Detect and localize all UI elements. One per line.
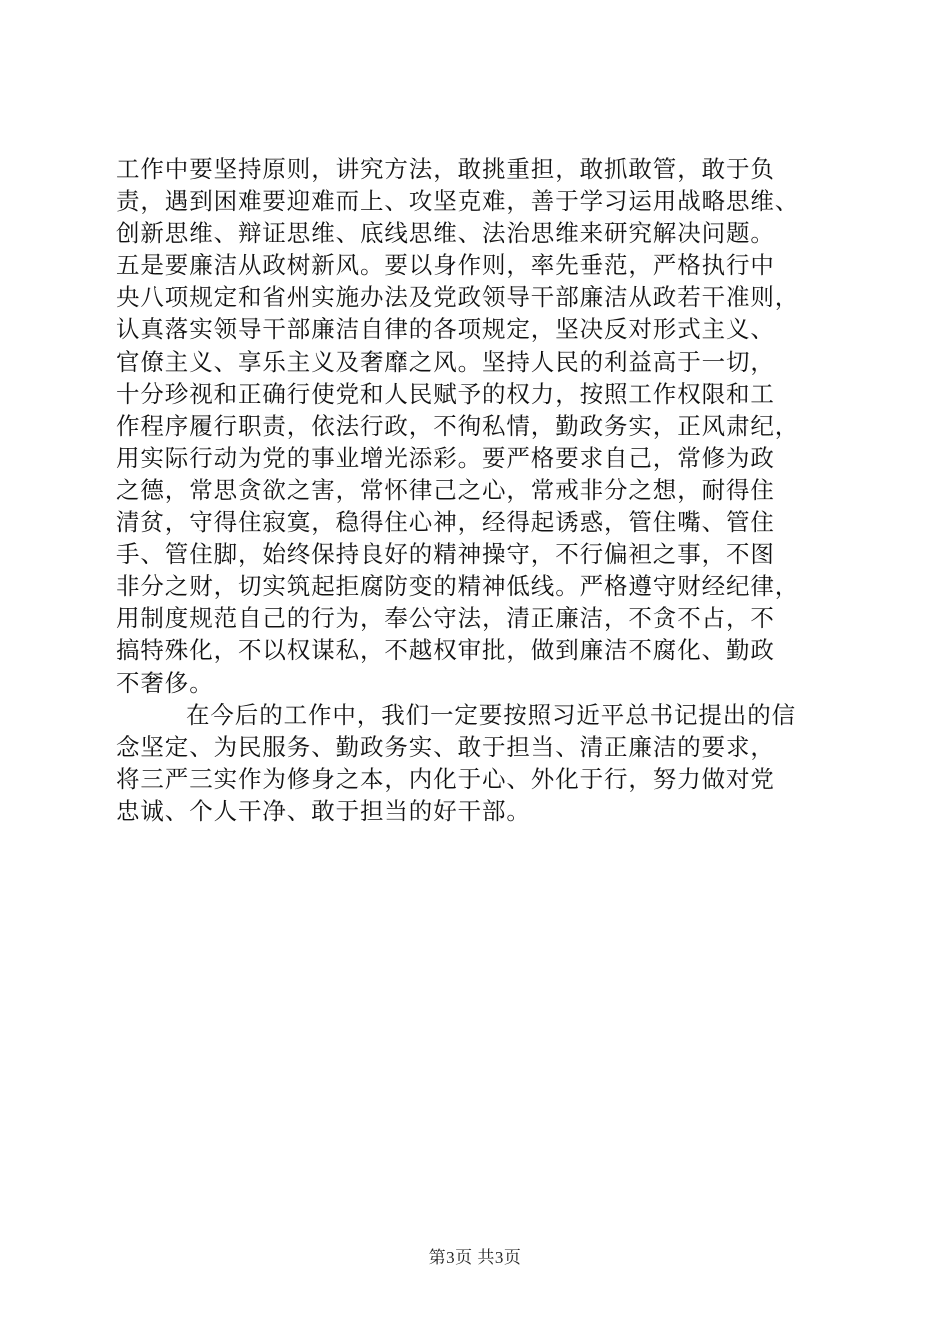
text-line: 清贫，守得住寂寞，稳得住心神，经得起诱惑，管住嘴、管住 (116, 508, 775, 537)
text-line: 用实际行动为党的事业增光添彩。要严格要求自己，常修为政 (116, 443, 775, 472)
text-line: 五是要廉洁从政树新风。要以身作则，率先垂范，严格执行中 (116, 251, 775, 280)
text-line: 将三严三实作为修身之本，内化于心、外化于行，努力做对党 (116, 764, 775, 793)
body-text (116, 153, 850, 827)
paragraph (116, 699, 850, 827)
text-line: 手、管住脚，始终保持良好的精神操守，不行偏袒之事，不图 (116, 540, 775, 569)
text-line: 非分之财，切实筑起拒腐防变的精神低线。严格遵守财经纪律， (116, 572, 800, 601)
text-line: 十分珍视和正确行使党和人民赋予的权力，按照工作权限和工 (116, 379, 775, 408)
paragraph (116, 153, 850, 249)
text-line: 不奢侈。 (116, 668, 214, 697)
text-line: 央八项规定和省州实施办法及党政领导干部廉洁从政若干准则， (116, 283, 800, 312)
text-line: 念坚定、为民服务、勤政务实、敢于担当、清正廉洁的要求， (116, 732, 775, 761)
text-line: 认真落实领导干部廉洁自律的各项规定，坚决反对形式主义、 (116, 315, 775, 344)
text-line: 作程序履行职责，依法行政，不徇私情，勤政务实，正风肃纪， (116, 411, 800, 440)
text-line: 搞特殊化，不以权谋私，不越权审批，做到廉洁不腐化、勤政 (116, 636, 775, 665)
text-line: 官僚主义、享乐主义及奢靡之风。坚持人民的利益高于一切， (116, 347, 775, 376)
text-line: 创新思维、辩证思维、底线思维、法治思维来研究解决问题。 (116, 219, 775, 248)
text-line: 责，遇到困难要迎难而上、攻坚克难，善于学习运用战略思维、 (116, 187, 800, 216)
text-line: 忠诚、个人干净、敢于担当的好干部。 (116, 796, 531, 825)
paragraph (116, 249, 850, 698)
page-footer: 第3页 共3页 (428, 1248, 522, 1267)
text-line: 之德，常思贪欲之害，常怀律己之心，常戒非分之想，耐得住 (116, 475, 775, 504)
text-line: 用制度规范自己的行为，奉公守法，清正廉洁，不贪不占，不 (116, 604, 775, 633)
text-line: 工作中要坚持原则，讲究方法，敢挑重担，敢抓敢管，敢于负 (116, 155, 775, 183)
text-line: 在今后的工作中，我们一定要按照习近平总书记提出的信 (186, 700, 796, 729)
